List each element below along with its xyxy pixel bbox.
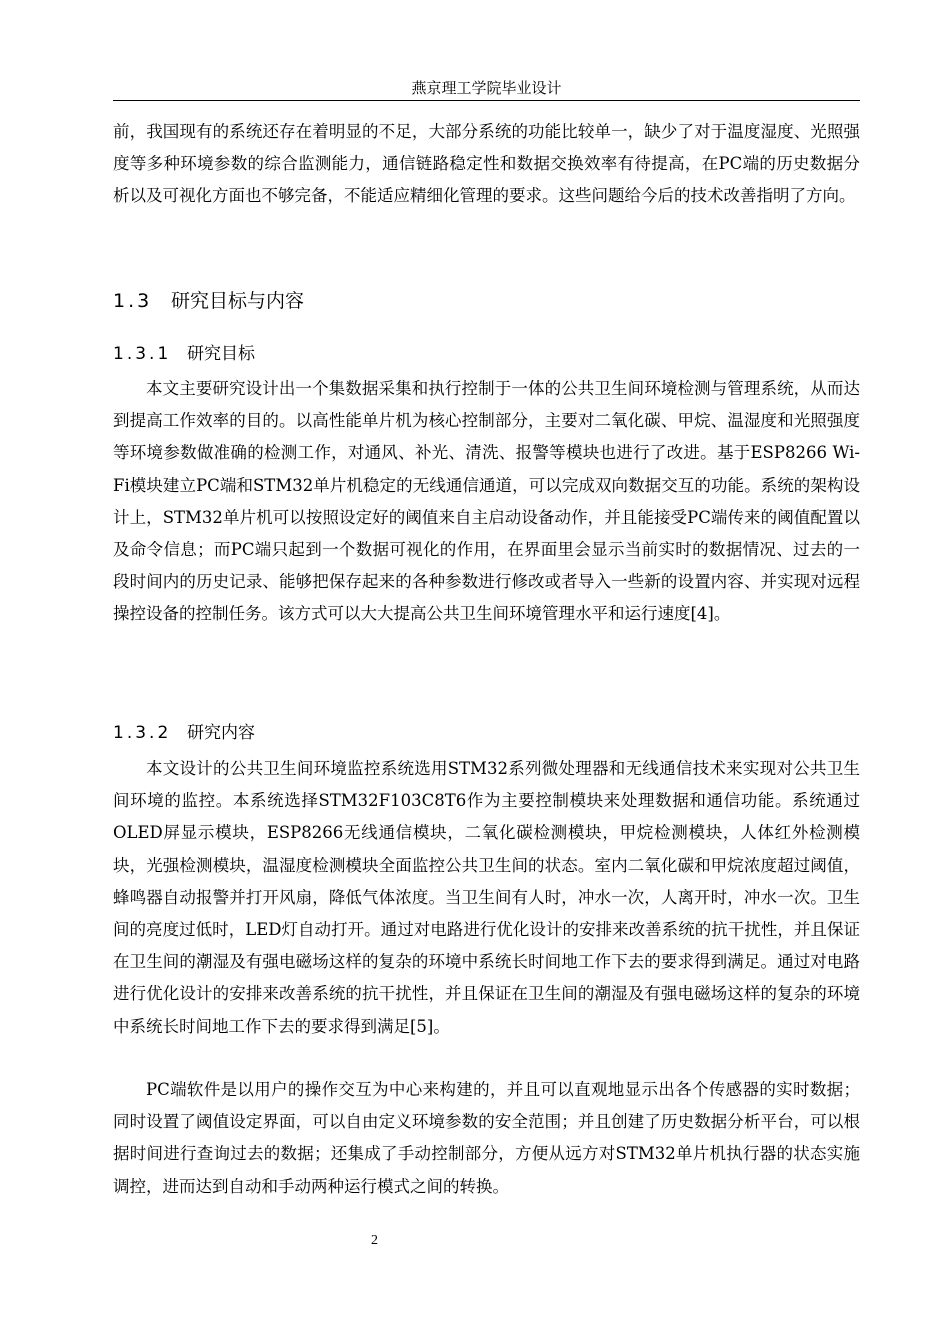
paragraph-research-goal: 本文主要研究设计出一个集数据采集和执行控制于一体的公共卫生间环境检测与管理系统，从而达到提高工作效率的目的。以高性能单片机为核心控制部分，主要对二氧化碳、甲烷、温湿度和光照强度等环境参数做准确的检测工作，对通风、补光、清洗、报警等模块也进行了改进。基于ESP8266 Wi-Fi模块建立PC端和STM32单片机稳定的无线通信通道，可以完成双向数据交互的功能。系统的架构设计上，STM32单片机可以按照设定好的阈值来自主启动设备动作，并且能接受PC端传来的阈值配置以及命令信息；而PC端只起到一个数据可视化的作用，在界面里会显示当前实时的数据情况、过去的一段时间内的历史记录、能够把保存起来的各种参数进行修改或者导入一些新的设置内容、并实现对远程操控设备的控制任务。该方式可以大大提高公共卫生间环境管理水平和运行速度[4]。 xyxy=(113,379,860,624)
section-title: 研究目标与内容 xyxy=(171,290,305,312)
paragraph-research-content: 本文设计的公共卫生间环境监控系统选用STM32系列微处理器和无线通信技术来实现对公共卫生间环境的监控。本系统选择STM32F103C8T6作为主要控制模块来处理数据和通信功能。系统通过OLED屏显示模块，ESP8266无线通信模块，二氧化碳检测模块，甲烷检测模块，人体红外检测模块，光强检测模块，温湿度检测模块全面监控公共卫生间的状态。室内二氧化碳和甲烷浓度超过阈值，蜂鸣器自动报警并打开风扇，降低气体浓度。当卫生间有人时，冲水一次，人离开时，冲水一次。卫生间的亮度过低时，LED灯自动打开。通过对电路进行优化设计的安排来改善系统的抗干扰性，并且保证在卫生间的潮湿及有强电磁场这样的复杂的环境中系统长时间地工作下去的要求得到满足。通过对电路进行优化设计的安排来改善系统的抗干扰性，并且保证在卫生间的潮湿及有强电磁场这样的复杂的环境中系统长时间地工作下去的要求得到满足[5]。 xyxy=(113,759,860,1036)
page-number: 2 xyxy=(371,1233,378,1248)
subsection-heading-1-3-1 xyxy=(113,339,860,364)
subsection-heading-1-3-2 xyxy=(113,718,860,743)
section-number: 1.3 xyxy=(113,290,153,312)
header-divider xyxy=(113,100,860,101)
running-header: 燕京理工学院毕业设计 xyxy=(411,79,562,97)
subsection-title: 研究目标 xyxy=(187,344,255,364)
subsection-number: 1.3.2 xyxy=(113,723,172,743)
subsection-number: 1.3.1 xyxy=(113,344,172,364)
paragraph-pc-software: PC端软件是以用户的操作交互为中心来构建的，并且可以直观地显示出各个传感器的实时数据；同时设置了阈值设定界面，可以自由定义环境参数的安全范围；并且创建了历史数据分析平台，可以根据时间进行查询过去的数据；还集成了手动控制部分，方便从远方对STM32单片机执行器的状态实施调控，进而达到自动和手动两种运行模式之间的转换。 xyxy=(113,1080,860,1196)
paragraph-continued: 前，我国现有的系统还存在着明显的不足，大部分系统的功能比较单一，缺少了对于温度湿度、光照强度等多种环境参数的综合监测能力，通信链路稳定性和数据交换效率有待提高，在PC端的历史数据分析以及可视化方面也不够完备，不能适应精细化管理的要求。这些问题给今后的技术改善指明了方向。 xyxy=(113,122,860,206)
subsection-title: 研究内容 xyxy=(187,723,255,743)
section-heading-1-3 xyxy=(113,286,860,313)
